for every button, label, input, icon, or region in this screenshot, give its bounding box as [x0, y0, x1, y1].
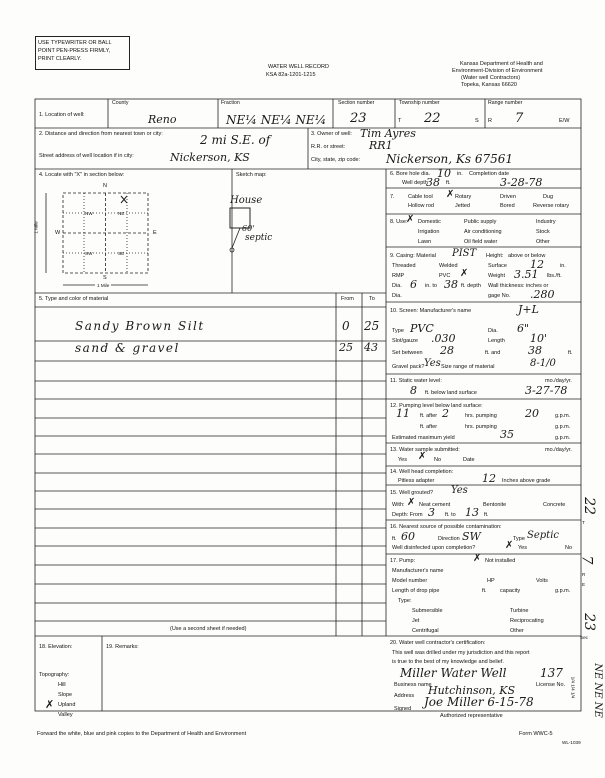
section-value: 23	[350, 111, 367, 126]
est-yield-label: Estimated maximum yield	[392, 435, 455, 441]
pump-type-label: Type:	[398, 598, 412, 604]
length-value: 10'	[530, 332, 548, 345]
business-name: Miller Water Well	[400, 666, 507, 680]
s13-no: No	[434, 457, 442, 463]
gage-label: gage No.	[488, 293, 511, 299]
from-row-2: 25	[339, 341, 353, 354]
license-label: License No.	[536, 682, 566, 688]
with-label: With:	[392, 502, 405, 508]
pump-rate-1: 20	[525, 407, 539, 420]
screen-type-value: PVC	[410, 322, 434, 335]
length-label: Length	[488, 338, 505, 344]
not-installed-check: ✗	[473, 553, 482, 564]
city-label: City, state, zip code:	[311, 157, 361, 163]
agency-line-1: Kansas Department of Health and	[460, 61, 543, 67]
pump-reciprocating: Reciprocating	[510, 618, 544, 624]
street-value: Nickerson, KS	[170, 151, 250, 164]
contamination-type-label: Type	[513, 536, 525, 542]
s7-rotary-check: ✗	[446, 189, 455, 200]
authorized-label: Authorized representative	[440, 713, 503, 719]
city-value: Nickerson, Ks 67561	[386, 152, 514, 166]
drop-pipe-ft: ft.	[482, 588, 487, 594]
s15-label: 15. Well grouted?	[390, 490, 434, 496]
s7-hollow: Hollow rod	[408, 203, 434, 209]
s7-cable: Cable tool	[408, 194, 433, 200]
quadrant-nw: NW	[85, 211, 93, 216]
s7-jetted: Jetted	[455, 203, 470, 209]
address-label: Address	[394, 693, 415, 699]
wall-label: Wall thickness: inches or	[488, 283, 549, 289]
set-from-value: 28	[440, 344, 454, 357]
neat-label: Neat cement	[419, 502, 451, 508]
pump-centrifugal: Centrifugal	[412, 628, 439, 634]
set-ft: ft.	[568, 350, 573, 356]
pump-submersible: Submersible	[412, 608, 443, 614]
s8-industry: Industry	[536, 219, 556, 225]
above-grade-value: 12	[482, 472, 496, 485]
gpm-1: g.p.m.	[555, 413, 571, 419]
s9-label: 9. Casing: Material	[390, 253, 436, 259]
pitless-label: Pitless adapter	[398, 478, 435, 484]
s8-domestic: Domestic	[418, 219, 441, 225]
pump-model: Model number	[392, 578, 428, 584]
s8-public: Public supply	[464, 219, 497, 225]
s11-label: 11. Static water level:	[390, 378, 442, 384]
owner-value: Tim Ayres	[360, 127, 416, 140]
s7-rotary: Rotary	[455, 194, 472, 200]
slot-value: .030	[431, 332, 456, 345]
agency-line-3: (Water well Contractors)	[461, 75, 521, 81]
s3-label: 3. Owner of well:	[311, 131, 352, 137]
compass-s: S	[103, 275, 107, 281]
completion-label: Completion date	[469, 171, 510, 177]
s8-label: 8. Use:	[390, 219, 408, 225]
grout-ft: ft.	[484, 512, 489, 518]
form-statute: KSA 82a-1201-1215	[266, 72, 316, 78]
disinfected-label: Well disinfected upon completion?	[392, 545, 476, 551]
s14-label: 14. Well head completion:	[390, 469, 454, 475]
s11-moday: mo./day/yr.	[545, 378, 572, 384]
margin-e: E	[582, 582, 586, 587]
pump-turbine: Turbine	[510, 608, 529, 614]
from-header: From	[341, 296, 354, 302]
s8-stock: Stock	[536, 229, 550, 235]
margin-fraction: NE NE NE	[591, 663, 603, 718]
s8-oil: Oil field water	[464, 239, 498, 245]
margin-t: T	[582, 520, 585, 525]
weight-value: 3.51	[514, 268, 539, 281]
form-code: WL-1039	[562, 740, 581, 745]
signed-label: Signed	[394, 706, 412, 712]
street-label: Street address of well location if in city:	[39, 153, 134, 159]
form-number: Form WWC-5	[519, 731, 553, 737]
s19-label: 19. Remarks:	[106, 644, 139, 650]
to-header: To	[369, 296, 375, 302]
topo-hill: Hill	[58, 682, 66, 688]
set-to-value: 38	[528, 344, 542, 357]
section-label: Section number	[338, 100, 375, 106]
s7-bored: Bored	[500, 203, 515, 209]
range-r: R	[488, 118, 492, 124]
instructions-line-2: POINT PEN-PRESS FIRMLY,	[38, 48, 111, 54]
screen-dia-value: 6"	[517, 322, 530, 335]
gpm-2: g.p.m.	[555, 424, 571, 430]
s13-yes: Yes	[398, 457, 407, 463]
compass-w: W	[55, 230, 61, 236]
margin-section: 23	[580, 613, 597, 631]
to-row-1: 25	[364, 319, 380, 333]
instructions-line-3: PRINT CLEARLY.	[38, 56, 82, 62]
material-row-1: Sandy Brown Silt	[75, 319, 205, 333]
signature: Joe Miller 6-15-78	[424, 695, 534, 709]
s2-label: 2. Distance and direction from nearest town or city:	[39, 131, 163, 137]
topo-label: Topography:	[39, 672, 70, 678]
s8-air: Air conditioning	[464, 229, 502, 235]
topo-valley: Valley	[58, 712, 73, 718]
rr-value: RR1	[369, 139, 393, 152]
pvc-check: ✗	[460, 268, 469, 279]
agency-line-2: Environment-Division of Environment	[452, 68, 543, 74]
fraction-label: Fraction	[221, 100, 240, 106]
static-date: 3-27-78	[525, 384, 568, 397]
range-value: 7	[515, 111, 524, 126]
bore-dia-unit: in.	[457, 171, 463, 177]
disinfected-yes: Yes	[518, 545, 527, 551]
s8-other: Other	[536, 239, 550, 245]
township-label: Township number	[399, 100, 440, 106]
bentonite-label: Bentonite	[483, 502, 507, 508]
dia1-in-to: in. to	[425, 283, 437, 289]
drop-pipe-label: Length of drop pipe	[392, 588, 440, 594]
contamination-dist: 60	[401, 530, 415, 543]
static-level-value: 8	[410, 384, 417, 397]
compass-n: N	[103, 183, 107, 189]
s7-reverse: Reverse rotary	[533, 203, 570, 209]
township-value: 22	[424, 111, 441, 126]
completion-date: 3-28-78	[500, 176, 543, 189]
neat-check: ✗	[407, 497, 416, 508]
sketch-label: Sketch map:	[236, 172, 267, 178]
threaded-label: Threaded	[392, 263, 416, 269]
pump-jet: Jet	[412, 618, 420, 624]
s6-label: 6. Bore hole dia.	[390, 171, 431, 177]
depth-label: Well depth	[402, 180, 428, 186]
not-installed-label: Not installed	[485, 558, 516, 564]
pump-hrs-1: 2	[442, 407, 449, 420]
grout-from: 3	[428, 506, 435, 519]
s7-label: 7.	[390, 194, 395, 200]
county-label: County	[112, 100, 129, 106]
s5-label: 5. Type and color of material	[39, 296, 109, 302]
dia1-value: 6	[410, 278, 417, 291]
surface-value: 12	[530, 258, 544, 271]
hrs-pumping-1: hrs. pumping	[465, 413, 497, 419]
ft-after-2: ft. after	[420, 424, 438, 430]
s13-date: Date	[463, 457, 475, 463]
grouted-value: Yes	[451, 485, 468, 496]
direction-label: Direction	[438, 536, 460, 542]
disinfected-check: ✗	[505, 540, 514, 551]
weight-unit: lbs./ft.	[547, 273, 562, 279]
gravel-label: Gravel pack?	[392, 364, 425, 370]
s4-label: 4. Locate with "X" in section below:	[39, 172, 125, 178]
hrs-pumping-2: hrs. pumping	[465, 424, 497, 430]
quadrant-ne: NE	[118, 211, 125, 216]
static-below: ft. below land surface	[425, 390, 477, 396]
to-row-2: 43	[364, 341, 378, 354]
above-grade-label: Inches above grade	[502, 478, 551, 484]
topo-slope: Slope	[58, 692, 73, 698]
compass-e: E	[153, 230, 157, 236]
grout-to: 13	[465, 506, 479, 519]
sketch-house-label: House	[230, 195, 263, 206]
size-value: 8-1/0	[530, 358, 556, 369]
topo-upland: Upland	[58, 702, 76, 708]
s1-label: 1. Location of well:	[39, 112, 85, 118]
pump-hp: HP	[487, 578, 495, 584]
slot-label: Slot/gauze	[392, 338, 418, 344]
county-value: Reno	[148, 113, 177, 126]
footer-note: Forward the white, blue and pink copies to the Department of Health and Environment	[37, 731, 247, 737]
s13-moday: mo./day/yr.	[545, 447, 572, 453]
license-no: 137	[540, 666, 563, 680]
township-s: S	[475, 118, 479, 124]
weight-label: Weight	[488, 273, 506, 279]
sketch-septic-label: septic	[245, 233, 273, 243]
disinfected-no: No	[565, 545, 573, 551]
s12-label: 12. Pumping level below land surface:	[390, 403, 483, 409]
s20-label: 20. Water well contractor's certification:	[390, 640, 486, 646]
rmp-label: RMP	[392, 273, 405, 279]
est-yield-value: 35	[500, 428, 514, 441]
s17-label: 17. Pump:	[390, 558, 416, 564]
sketch-distance: 60'	[242, 224, 255, 233]
range-ew: E/W	[559, 118, 570, 124]
form-title: WATER WELL RECORD	[268, 64, 329, 70]
s10-label: 10. Screen: Manufacturer's name	[390, 308, 472, 314]
agency-line-4: Topeka, Kansas 66620	[461, 82, 517, 88]
s8-lawn: Lawn	[418, 239, 432, 245]
address-value: Hutchinson, KS	[428, 684, 516, 697]
margin-range: 7	[578, 555, 595, 565]
mile-bottom-label: 1 Mile	[97, 283, 110, 288]
s16-label: 16. Nearest source of possible contamination:	[390, 524, 502, 530]
mile-side-label: 1 Mile	[33, 221, 39, 234]
s8-irrigation: Irrigation	[418, 229, 440, 235]
s13-label: 13. Water sample submitted:	[390, 447, 460, 453]
quadrant-se: SE	[118, 251, 125, 256]
material-row-2: sand & gravel	[75, 341, 180, 355]
gage-value: .280	[530, 288, 555, 301]
grout-ft-to: ft. to	[445, 512, 456, 518]
dia2-label: Dia.	[392, 293, 402, 299]
gravel-value: Yes	[424, 358, 441, 369]
surface-label: Surface	[488, 263, 507, 269]
pump-level-1: 11	[396, 407, 410, 420]
margin-sec: Sec	[580, 635, 588, 640]
margin-township: 22	[580, 497, 597, 515]
s8-domestic-check: ✗	[406, 214, 415, 225]
s7-driven: Driven	[500, 194, 516, 200]
fraction-value: NE¼ NE¼ NE¼	[226, 113, 327, 127]
casing-material: PIST	[452, 248, 477, 259]
depth-value: 38	[426, 176, 440, 189]
s20-line1: This well was drilled under my jurisdiction and this report	[392, 650, 530, 656]
margin-quarter: 1/4 1/4 1/4	[570, 676, 576, 699]
margin-r: R	[582, 572, 586, 577]
dia1-depth-value: 38	[444, 278, 458, 291]
dia1-label: Dia.	[392, 283, 402, 289]
depth-unit: ft.	[446, 180, 451, 186]
direction-value: SW	[462, 530, 481, 543]
grout-depth-label: Depth: From	[392, 512, 423, 518]
topo-upland-check: ✗	[45, 698, 55, 711]
screen-manufacturer: J+L	[518, 303, 539, 316]
s20-line2: is true to the best of my knowledge and belief.	[392, 659, 504, 665]
pump-volts: Volts	[536, 578, 548, 584]
pvc-label: PVC	[439, 273, 451, 279]
range-label: Range number	[488, 100, 523, 106]
welded-label: Welded	[439, 263, 458, 269]
s13-no-check: ✗	[418, 451, 427, 462]
ft-after-1: ft. after	[420, 413, 438, 419]
size-label: Size range of material	[441, 364, 495, 370]
bore-dia-value: 10	[437, 167, 451, 180]
set-ft-and: ft. and	[485, 350, 501, 356]
screen-type-label: Type	[392, 328, 404, 334]
business-label: Business name	[394, 682, 432, 688]
height-label: Height:	[486, 253, 504, 259]
s7-dug: Dug	[543, 194, 554, 200]
s18-label: 18. Elevation:	[39, 644, 73, 650]
margin-notes	[570, 480, 604, 740]
height-opts: above or below	[508, 253, 546, 259]
screen-dia-label: Dia.	[488, 328, 498, 334]
distance-value: 2 mi S.E. of	[200, 133, 271, 147]
s16-ft: ft.	[392, 536, 397, 542]
dia1-ft-depth: ft. depth	[461, 283, 481, 289]
township-t: T	[398, 118, 402, 124]
pump-capacity: capacity	[500, 588, 521, 594]
s5-footer: (Use a second sheet if needed)	[170, 626, 247, 632]
from-row-1: 0	[342, 319, 350, 333]
surface-unit: in.	[560, 263, 566, 269]
concrete-label: Concrete	[543, 502, 566, 508]
gpm-3: g.p.m.	[555, 435, 571, 441]
contamination-type: Septic	[527, 530, 559, 541]
rr-label: R.R. or street:	[311, 144, 346, 150]
instructions-line-1: USE TYPEWRITER OR BALL	[38, 40, 112, 46]
quadrant-sw: SW	[85, 251, 93, 256]
pump-other: Other	[510, 628, 524, 634]
set-label: Set between	[392, 350, 423, 356]
pump-manufacturer: Manufacturer's name	[392, 568, 444, 574]
pump-gpm: g.p.m.	[555, 588, 571, 594]
